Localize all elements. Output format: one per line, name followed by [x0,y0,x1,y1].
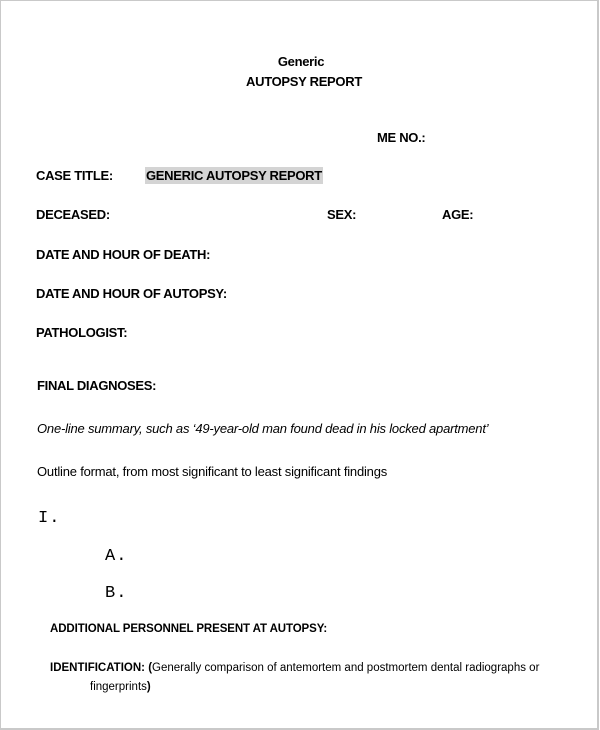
additional-personnel-label: ADDITIONAL PERSONNEL PRESENT AT AUTOPSY: [50,623,328,635]
identification-line2 [90,681,151,693]
identification-text: Generally comparison of antemortem and postmortem dental radiographs or [152,662,540,674]
case-title-label: CASE TITLE: [36,168,113,183]
sex-label: SEX: [327,207,357,222]
age-label: AGE: [442,207,474,222]
outline-note: Outline format, from most significant to least significant findings [37,464,388,479]
outline-marker-level2: B. [105,584,128,603]
me-number-label: ME NO.: [377,130,426,145]
final-diagnoses-heading: FINAL DIAGNOSES: [37,378,157,393]
summary-example: One-line summary, such as ‘49-year-old man found dead in his locked apartment’ [37,421,489,436]
date-hour-autopsy-label: DATE AND HOUR OF AUTOPSY: [36,286,227,301]
outline-marker-level1: I. [38,509,61,528]
deceased-label: DECEASED: [36,207,110,222]
identification-close-paren: ) [146,681,151,693]
case-title-value [145,168,323,183]
document-title-line1: Generic [277,54,325,69]
case-title-highlight: GENERIC AUTOPSY REPORT [146,168,322,183]
document-title-line2: AUTOPSY REPORT [246,74,362,89]
pathologist-label: PATHOLOGIST: [36,325,128,340]
date-hour-death-label: DATE AND HOUR OF DEATH: [36,247,211,262]
identification-open-paren: ( [148,662,153,674]
outline-marker-level2: A. [105,547,128,566]
identification-line1 [50,662,539,674]
identification-text-continued: fingerprints [90,681,147,693]
identification-label: IDENTIFICATION: [50,662,145,674]
